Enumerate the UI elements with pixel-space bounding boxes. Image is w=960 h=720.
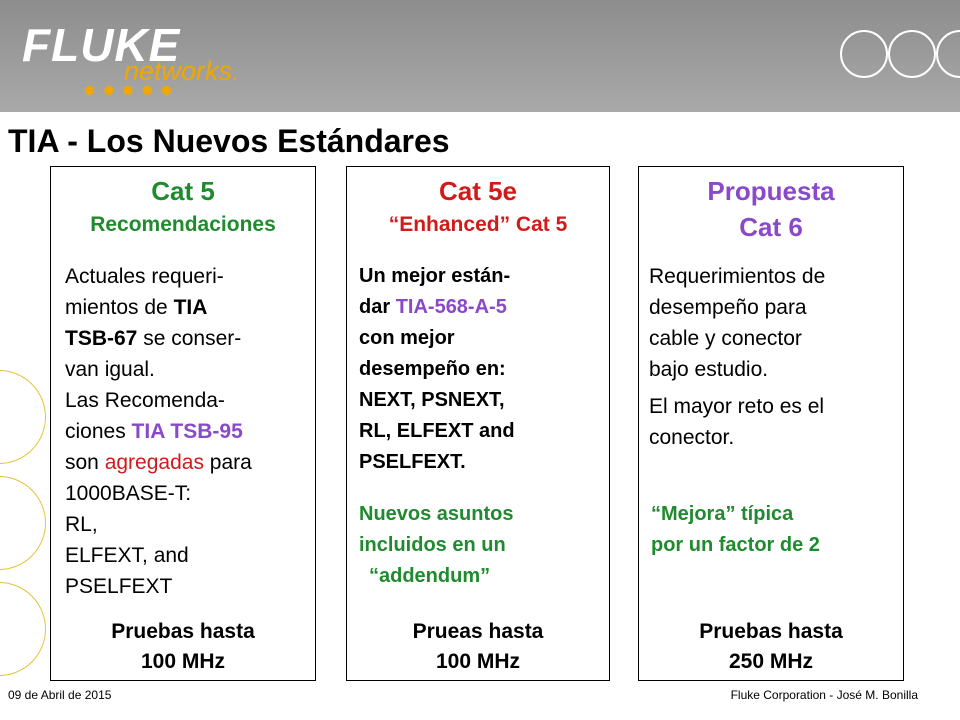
panel-subtitle: “Enhanced” Cat 5 (388, 213, 568, 236)
panel-bottom-line2: 100 MHz (140, 650, 226, 673)
panel-body: Un mejor están- dar TIA-568-A-5 con mejor desempeño en: NEXT, PSNEXT, RL, ELFEXT and PSELFEXT. (359, 265, 515, 473)
panel-bottom-line1: Pruebas hasta (699, 620, 843, 643)
decorative-arc-icon (0, 476, 46, 570)
panel-cat5 (50, 166, 316, 681)
panel-body: Actuales requeri- mientos de TIA TSB-67 se conser- van igual. Las Recomenda- ciones TIA TSB-95 son agregadas para 1000BASE-T: RL, ELFEXT, and PSELFEXT (65, 265, 252, 598)
logo-dots: ••••• (84, 72, 181, 108)
panel-bottom-line2: 250 MHz (728, 650, 814, 673)
panel-bottom-line2: 100 MHz (435, 650, 521, 673)
panel-body: Requerimientos de desempeño para cable y conector bajo estudio. El mayor reto es el conector. (649, 265, 826, 449)
logo-fluke-text: FLUKE (22, 19, 181, 71)
decorative-circle-icon (888, 30, 936, 78)
panel-title-line1: Propuesta (707, 176, 835, 206)
panel-cat6 (638, 166, 904, 681)
panel-title-line2: Cat 6 (739, 212, 803, 242)
panel-title: Cat 5 (151, 176, 215, 206)
decorative-circle-icon (936, 30, 960, 78)
logo-networks-text: networks. (124, 56, 240, 86)
panel-note: Nuevos asuntos incluidos en un “addendum” (359, 503, 514, 587)
decorative-arc-icon (0, 370, 46, 464)
panel-bottom-line1: Prueas hasta (412, 620, 544, 643)
header-banner (0, 0, 960, 112)
decorative-circle-icon (840, 30, 888, 78)
panel-cat5e (346, 166, 610, 681)
footer-date: 09 de Abril de 2015 (8, 688, 112, 702)
panel-title: Cat 5e (438, 176, 518, 206)
slide-title: TIA - Los Nuevos Estándares (8, 123, 450, 159)
decorative-arc-icon (0, 582, 46, 676)
footer-credit: Fluke Corporation - José M. Bonilla (730, 688, 918, 702)
panel-subtitle: Recomendaciones (90, 213, 276, 236)
panel-bottom-line1: Pruebas hasta (111, 620, 255, 643)
panel-note: “Mejora” típica por un factor de 2 (651, 503, 820, 556)
